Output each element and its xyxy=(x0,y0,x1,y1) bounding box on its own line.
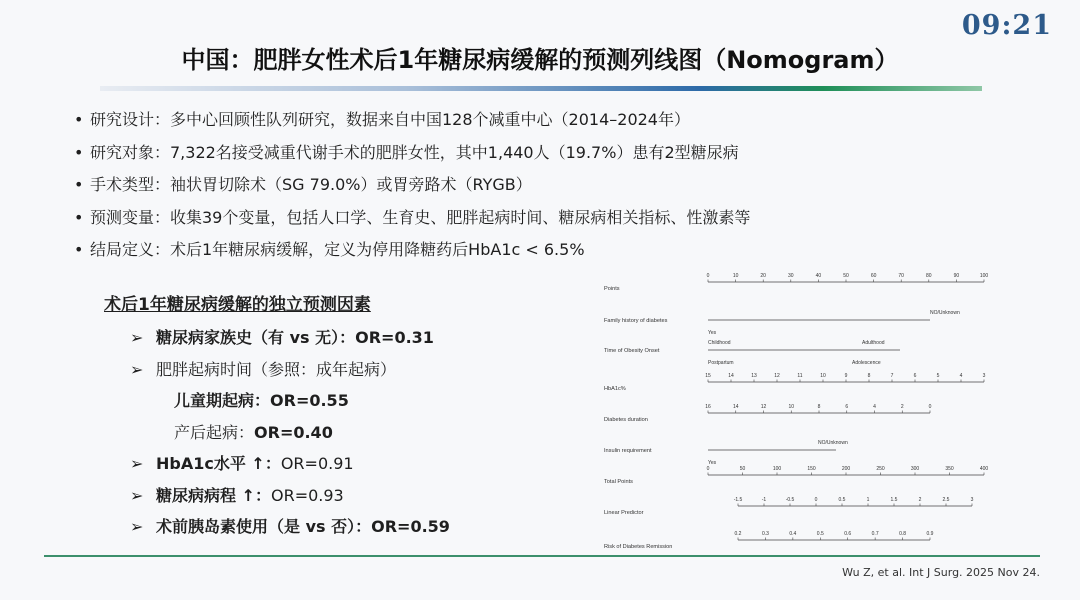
nomogram-tick-label: 0 xyxy=(706,273,710,279)
bullet-predictors: • 预测变量：收集39个变量，包括人口学、生育史、肥胖起病时间、糖尿病相关指标、性激素等 xyxy=(74,202,750,235)
nomogram-tick-label: 4 xyxy=(959,373,963,379)
bullet-dot-icon: • xyxy=(74,207,84,227)
nomogram-level-label: NO/Unknown xyxy=(930,310,960,316)
nomogram-tick-label: 40 xyxy=(815,273,822,279)
factor-insulin-use: ➢ 术前胰岛素使用（是 vs 否）：OR=0.59 xyxy=(130,511,450,543)
nomogram-tick-label: 13 xyxy=(751,373,757,379)
nomogram-tick-label: 15 xyxy=(705,373,711,379)
factor-postpartum-onset: 产后起病：OR=0.40 xyxy=(174,422,333,442)
arrowhead-icon: ➢ xyxy=(130,359,144,379)
bullet-outcome: • 结局定义：术后1年糖尿病缓解，定义为停用降糖药后HbA1c < 6.5% xyxy=(74,234,750,267)
nomogram-tick-label: 90 xyxy=(953,273,960,279)
nomogram-tick-label: -0.5 xyxy=(785,497,795,503)
nomogram-tick-label: 1 xyxy=(866,497,870,503)
nomogram-tick-label: 14 xyxy=(732,404,739,410)
nomogram-tick-label: 16 xyxy=(705,404,711,410)
nomogram-tick-label: 2.5 xyxy=(942,497,950,503)
factor-diabetes-duration: ➢ 糖尿病病程 ↑：OR=0.93 xyxy=(130,480,450,512)
nomogram-tick-label: 100 xyxy=(772,466,782,472)
nomogram-tick-label: 2 xyxy=(918,497,922,503)
nomogram-level-label: Adulthood xyxy=(862,340,885,346)
factor-family-history: ➢ 糖尿病家族史（有 vs 无）：OR=0.31 xyxy=(130,322,450,354)
nomogram-tick-label: 5 xyxy=(936,373,940,379)
nomogram-tick-label: 150 xyxy=(807,466,816,472)
nomogram-tick-label: 0.5 xyxy=(816,531,824,537)
nomogram-tick-label: 1.5 xyxy=(890,497,898,503)
nomogram-tick-label: 350 xyxy=(945,466,954,472)
nomogram-tick-label: -1.5 xyxy=(733,497,743,503)
nomogram-tick-label: 8 xyxy=(817,404,821,410)
nomogram-level-label: Yes xyxy=(708,460,717,466)
nomogram-tick-label: 12 xyxy=(760,404,767,410)
nomogram-tick-label: 50 xyxy=(843,273,849,279)
arrowhead-icon: ➢ xyxy=(130,485,144,505)
nomogram-row-label: Points xyxy=(604,286,620,292)
footer-divider xyxy=(44,555,1040,557)
nomogram-tick-label: 250 xyxy=(876,466,885,472)
study-summary-list xyxy=(74,104,750,267)
nomogram-row-label: Risk of Diabetes Remission xyxy=(604,544,673,550)
nomogram-tick-label: 8 xyxy=(867,373,871,379)
nomogram-tick-label: 300 xyxy=(910,466,920,472)
bullet-study-population: • 研究对象：7,322名接受减重代谢手术的肥胖女性，其中1,440人（19.7%）患有2型糖尿病 xyxy=(74,137,750,170)
nomogram-row-label: Insulin requirement xyxy=(604,448,652,454)
nomogram-figure xyxy=(600,268,1000,554)
nomogram-tick-label: 10 xyxy=(732,273,739,279)
clock-time: 09:21 xyxy=(961,10,1052,41)
nomogram-tick-label: 0.8 xyxy=(899,531,907,537)
nomogram-tick-label: 70 xyxy=(898,273,904,279)
nomogram-level-label: Childhood xyxy=(708,340,731,346)
nomogram-tick-label: 60 xyxy=(870,273,877,279)
nomogram-tick-label: 6 xyxy=(845,404,849,410)
factor-childhood-onset: 儿童期起病：OR=0.55 xyxy=(174,391,349,410)
nomogram-level-label: NO/Unknown xyxy=(818,440,848,446)
factors-heading: 术后1年糖尿病缓解的独立预测因素 xyxy=(104,295,371,315)
nomogram-tick-label: 0.7 xyxy=(871,531,879,537)
arrowhead-icon: ➢ xyxy=(130,517,144,536)
nomogram-tick-label: 0.3 xyxy=(761,531,769,537)
nomogram-tick-label: 0.2 xyxy=(734,531,742,537)
nomogram-tick-label: 0.5 xyxy=(838,497,846,503)
slide-title: 中国：肥胖女性术后1年糖尿病缓解的预测列线图（Nomogram） xyxy=(181,46,899,74)
nomogram-tick-label: 20 xyxy=(760,273,766,279)
bullet-dot-icon: • xyxy=(74,142,84,162)
nomogram-tick-label: 10 xyxy=(788,404,795,410)
factor-obesity-onset: ➢ 肥胖起病时间（参照：成年起病） xyxy=(130,354,450,386)
title-underline-bar xyxy=(100,86,982,91)
nomogram-tick-label: 30 xyxy=(788,273,794,279)
nomogram-row-label: Diabetes duration xyxy=(604,417,648,423)
predictor-factor-list xyxy=(130,322,450,543)
nomogram-tick-label: 200 xyxy=(841,466,851,472)
nomogram-tick-label: 11 xyxy=(797,373,803,379)
nomogram-tick-label: 14 xyxy=(728,373,734,379)
nomogram-tick-label: 0.9 xyxy=(926,531,934,537)
nomogram-tick-label: 400 xyxy=(979,466,989,472)
nomogram-tick-label: 0.6 xyxy=(844,531,852,537)
nomogram-row-label: Family history of diabetes xyxy=(604,318,668,324)
factor-hba1c: ➢ HbA1c水平 ↑：OR=0.91 xyxy=(130,448,450,480)
nomogram-tick-label: 9 xyxy=(844,373,848,379)
nomogram-level-label: Adolescence xyxy=(852,360,881,366)
nomogram-level-label: Yes xyxy=(708,330,717,336)
nomogram-tick-label: 0.4 xyxy=(789,531,797,537)
nomogram-tick-label: 80 xyxy=(926,273,932,279)
nomogram-tick-label: 3 xyxy=(970,497,974,503)
nomogram-tick-label: 3 xyxy=(982,373,986,379)
bullet-surgery-type: • 手术类型：袖状胃切除术（SG 79.0%）或胃旁路术（RYGB） xyxy=(74,169,750,202)
bullet-dot-icon: • xyxy=(74,175,84,194)
nomogram-row-label: Time of Obesity Onset xyxy=(604,348,660,354)
nomogram-tick-label: 50 xyxy=(739,466,746,472)
nomogram-tick-label: 0 xyxy=(706,466,710,472)
nomogram-row-label: Total Points xyxy=(604,479,633,485)
nomogram-level-label: Postpartum xyxy=(708,360,734,366)
nomogram-row-label: HbA1c% xyxy=(604,386,626,392)
nomogram-tick-label: 2 xyxy=(900,404,904,410)
nomogram-tick-label: 7 xyxy=(890,373,894,379)
arrowhead-icon: ➢ xyxy=(130,328,144,347)
nomogram-tick-label: 12 xyxy=(774,373,780,379)
bullet-dot-icon: • xyxy=(74,240,84,259)
nomogram-tick-label: 10 xyxy=(820,373,826,379)
nomogram-tick-label: 100 xyxy=(979,273,989,279)
nomogram-tick-label: 0 xyxy=(814,497,818,503)
nomogram-row-label: Linear Predictor xyxy=(604,510,644,516)
bullet-study-design: • 研究设计：多中心回顾性队列研究，数据来自中国128个减重中心（2014–2024年） xyxy=(74,104,750,137)
nomogram-tick-label: 6 xyxy=(913,373,917,379)
bullet-dot-icon: • xyxy=(74,110,84,129)
nomogram-tick-label: 4 xyxy=(873,404,876,410)
nomogram-tick-label: -1 xyxy=(761,497,767,503)
citation: Wu Z, et al. Int J Surg. 2025 Nov 24. xyxy=(842,566,1040,579)
arrowhead-icon: ➢ xyxy=(130,454,144,473)
nomogram-tick-label: 0 xyxy=(928,404,932,410)
